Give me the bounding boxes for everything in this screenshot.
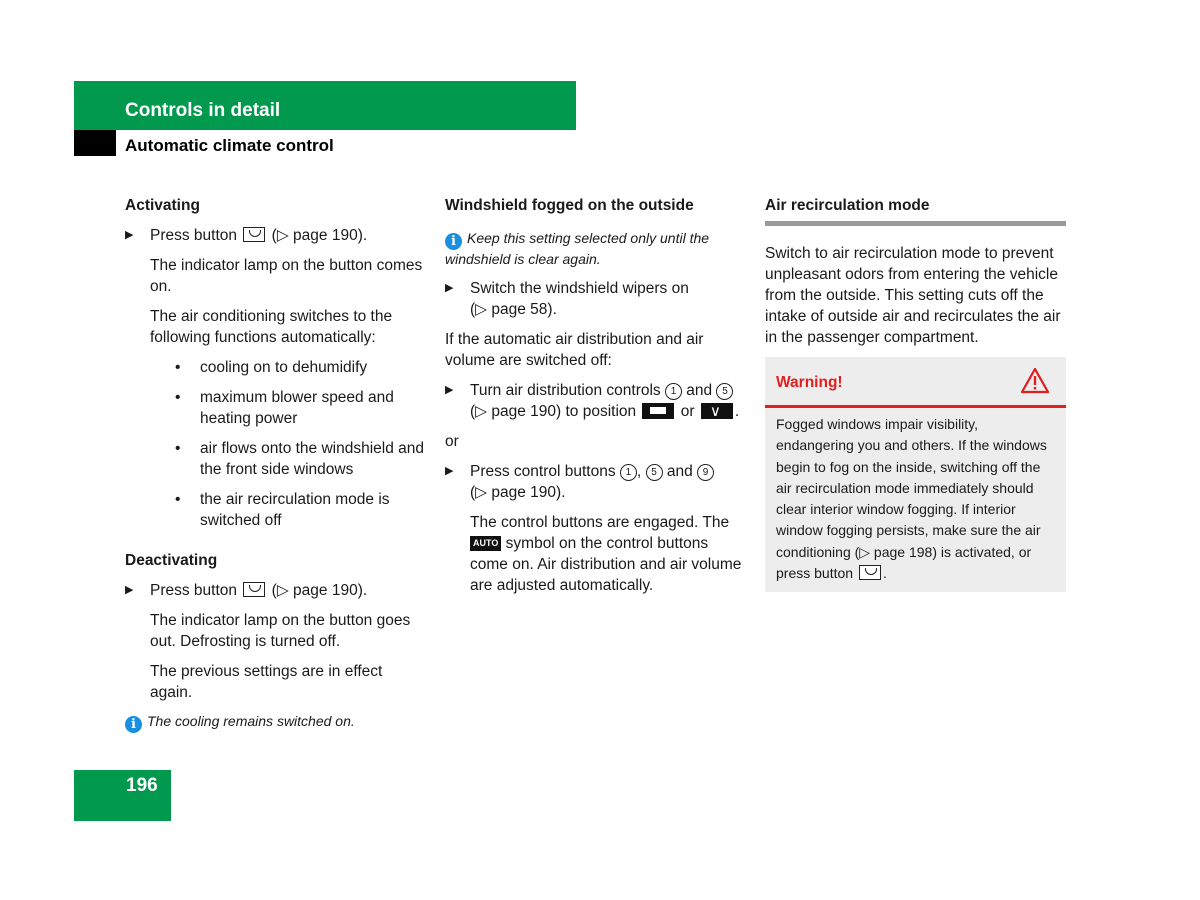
list-item <box>125 357 425 378</box>
windshield-defrost-icon <box>859 565 881 580</box>
paragraph: Switch to air recirculation mode to prevent unpleasant odors from entering the vehicle from the outside. This setting cuts off the intake of outside air and recirculates the air in the passenger compartment. <box>765 245 1061 346</box>
step-text: Switch the windshield wipers on <box>470 280 689 297</box>
list-item-text: the air recirculation mode is switched off <box>200 491 390 529</box>
bullet-icon: • <box>175 440 181 457</box>
activating-step <box>125 225 425 246</box>
bullet-icon: • <box>175 491 181 508</box>
windshield-defrost-icon <box>243 582 265 597</box>
section-subtitle: Automatic climate control <box>125 136 334 155</box>
paragraph: If the automatic air distribution and air volume are switched off: <box>445 331 704 369</box>
deactivating-heading: Deactivating <box>125 552 218 569</box>
paragraph: The indicator lamp on the button goes out. Defrosting is turned off. <box>150 612 411 650</box>
paragraph <box>445 512 750 596</box>
bullet-icon: • <box>175 389 181 406</box>
control-number-badge: 5 <box>716 383 733 400</box>
warning-box <box>765 357 1066 592</box>
step-text: and <box>686 382 713 399</box>
info-icon: i <box>125 716 142 733</box>
windshield-position-icon <box>642 403 674 419</box>
heading-rule <box>765 221 1066 226</box>
warning-title: Warning! <box>776 374 843 391</box>
windshield-heading: Windshield fogged on the outside <box>445 197 694 214</box>
step-text: (▷ page 190) to position <box>470 403 637 420</box>
paragraph-text: symbol on the control buttons come on. Air distribution and air volume are adjusted automatically. <box>470 535 742 594</box>
list-item-text: air flows onto the windshield and the front side windows <box>200 440 425 478</box>
control-number-badge: 1 <box>620 464 637 481</box>
step-text: Turn air distribution controls <box>470 382 661 399</box>
step-text: Press control buttons <box>470 463 616 480</box>
footwell-position-icon <box>701 403 733 419</box>
column-recirculation <box>765 196 1066 592</box>
deactivating-step <box>125 580 425 601</box>
step-ref: (▷ page 190). <box>470 484 566 501</box>
paragraph: The indicator lamp on the button comes on. <box>150 257 423 295</box>
info-note <box>125 712 425 733</box>
paragraph-text: The control buttons are engaged. The <box>470 514 730 531</box>
list-item <box>125 387 425 429</box>
paragraph: or <box>445 433 459 450</box>
header-marker <box>74 130 116 156</box>
step-arrow-icon: ▶ <box>445 465 454 477</box>
list-item <box>125 438 425 480</box>
paragraph: The previous settings are in effect again. <box>150 663 383 701</box>
step-arrow-icon: ▶ <box>125 229 134 241</box>
section-title: Controls in detail <box>125 100 281 121</box>
list-item <box>125 489 425 531</box>
step-ref: (▷ page 190). <box>271 582 368 599</box>
control-number-badge: 1 <box>665 383 682 400</box>
windshield-defrost-icon <box>243 227 265 242</box>
page-number: 196 <box>126 775 158 796</box>
auto-symbol-icon: AUTO <box>470 536 501 551</box>
control-number-badge: 9 <box>697 464 714 481</box>
list-item-text: maximum blower speed and heating power <box>200 389 394 427</box>
note-text: The cooling remains switched on. <box>147 713 355 729</box>
step-ref: (▷ page 58). <box>470 301 557 318</box>
list-item-text: cooling on to dehumidify <box>200 359 368 376</box>
recirculation-heading: Air recirculation mode <box>765 197 930 214</box>
paragraph: The air conditioning switches to the following functions automatically: <box>150 308 393 346</box>
note-text: Keep this setting selected only until the windshield is clear again. <box>445 230 710 267</box>
control-buttons-step: ▶ Press control buttons 1 , 5 and 9 (▷ page 190). <box>445 461 750 503</box>
info-note <box>445 229 750 268</box>
warning-text: Fogged windows impair visibility, endangering you and others. If the windows begin to fog on the inside, switching off the air recirculation mode immediately should clear interior window fogging. If interior window fogging persists, make sure the air conditioning (▷ page 198) is activated, or press button <box>776 416 1047 582</box>
wiper-step <box>445 278 750 320</box>
column-activating <box>125 196 425 743</box>
distribution-step: ▶ Turn air distribution controls 1 and 5 (▷ page 190) to position or ∨ . <box>445 380 750 422</box>
info-icon: i <box>445 233 462 250</box>
step-arrow-icon: ▶ <box>445 282 454 294</box>
step-text: Press button <box>150 227 238 244</box>
warning-triangle-icon <box>1020 367 1050 394</box>
column-windshield <box>445 196 750 605</box>
bullet-icon: • <box>175 359 181 376</box>
step-arrow-icon: ▶ <box>125 584 134 596</box>
step-text: and <box>666 463 693 480</box>
step-arrow-icon: ▶ <box>445 384 454 396</box>
step-text: Press button <box>150 582 238 599</box>
step-text: or <box>680 403 695 420</box>
activating-heading: Activating <box>125 197 200 214</box>
warning-body: Fogged windows impair visibility, endangering you and others. If the windows begin to fog on the inside, switching off the air recirculation mode immediately should clear interior window fogging. If interior window fogging persists, make sure the air conditioning (▷ page 198) is activated, or press button . <box>776 416 1047 582</box>
step-ref: (▷ page 190). <box>271 227 368 244</box>
control-number-badge: 5 <box>646 464 663 481</box>
warning-header <box>765 357 1066 408</box>
